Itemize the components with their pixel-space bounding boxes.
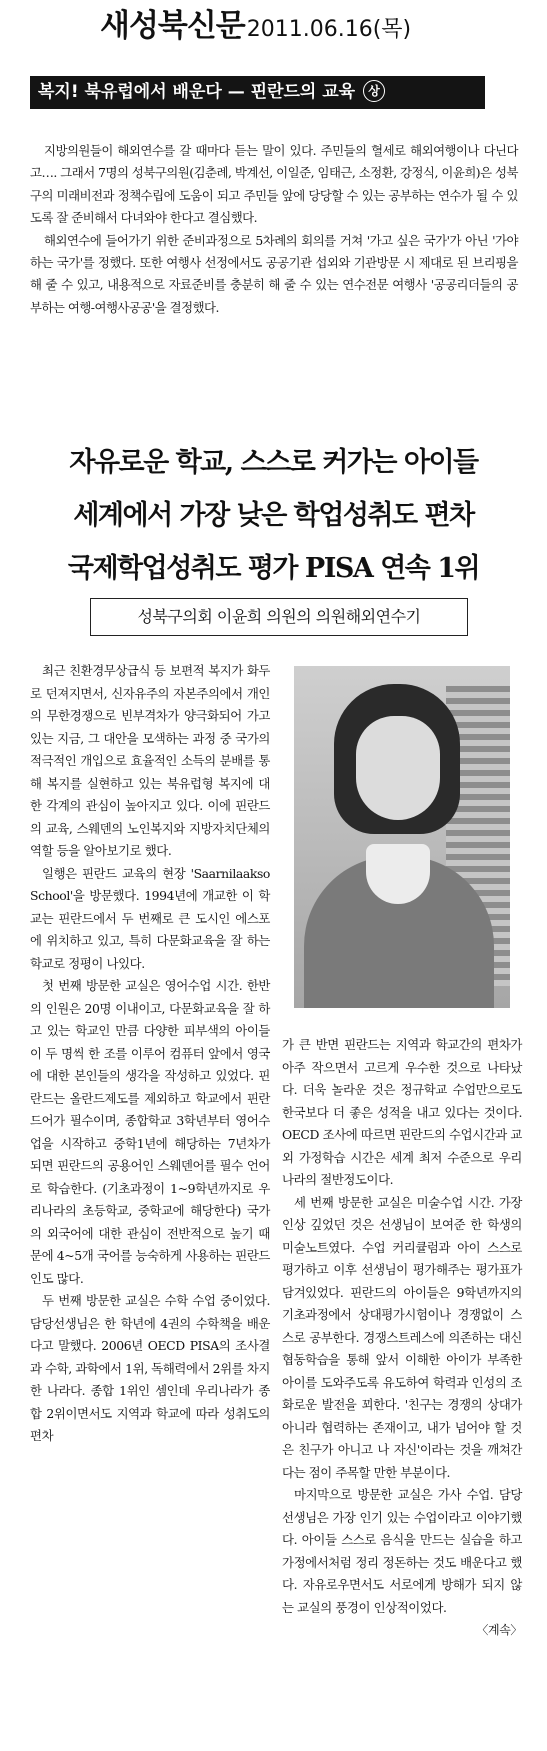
body-column-left [30, 660, 270, 1448]
body-paragraph: 세 번째 방문한 교실은 미술수업 시간. 가장 인상 깊었던 것은 선생님이 보여준 한 학생의 미술노트였다. 수업 커리큘럼과 아이 스스로 평가하고 이후 선생님이 평가해주는 평가표가 담겨있었다. 핀란드의 아이들은 9학년까지의 기초과정에서 상대평가시험이나 경쟁없이 스스로 공부한다. 경쟁스트레스에 의존하는 대신 협동학습을 통해 앞서 이해한 아이가 부족한 아이를 도와주도록 유도하여 학력과 인성의 조화로운 발전을 꾀한다. '친구는 경쟁의 상대가 아니라 협력하는 존재이고, 내가 넘어야 할 것은 친구가 아니고 나 자신'이라는 것을 깨쳐간다는 점이 주목할 만한 부분이다. [282, 1194, 522, 1480]
body-paragraph: 첫 번째 방문한 교실은 영어수업 시간. 한반의 인원은 20명 이내이고, 다문화교육을 잘 하고 있는 학교인 만큼 다양한 피부색의 아이들이 두 명씩 한 조를 이루어 컴퓨터 앞에서 영국에 대한 본인들의 생각을 작성하고 있었다. 핀란드는 올란드제도를 제외하고 학교에서 핀란드어가 필수이며, 종합학교 3학년부터 영어수업을 시작하고 중학1년에 해당하는 7년차가 되면 핀란드의 공용어인 스웨덴어를 필수 언어로 학습한다. (기초과정이 1~9학년까지로 우리나라의 초등학교, 중학교에 해당한다) 국가의 외국어에 대한 관심이 전반적으로 높기 때문에 4~5개 국어를 능숙하게 사용하는 핀란드인도 많다. [30, 978, 270, 1286]
headline-line-2: 세계에서 가장 낮은 학업성취도 편차 [73, 500, 474, 531]
byline: 성북구의회 이윤희 의원의 의원해외연수기 [137, 607, 421, 626]
series-part-badge: 상 [363, 80, 385, 102]
masthead [100, 0, 450, 44]
byline-box [90, 598, 468, 636]
body-paragraph: 일행은 핀란드 교육의 현장 'Saarnilaakso School'을 방문했다. 1994년에 개교한 이 학교는 핀란드에서 두 번째로 큰 도시인 에스포에 위치하고 있고, 특히 다문화교육을 잘 하는 학교로 정평이 나있다. [30, 865, 270, 971]
headline-line-3: 국제학업성취도 평가 PISA 연속 1위 [67, 553, 480, 584]
body-paragraph: 두 번째 방문한 교실은 수학 수업 중이었다. 담당선생님은 한 학년에 4권의 수학책을 배운다고 말했다. 2006년 OECD PISA의 조사결과 수학, 과학에서 1위, 독해력에서 2위를 차지한 나라다. 종합 1위인 셈인데 우리나라가 종합 2위이면서도 지역과 학교에 따라 성취도의 편차 [30, 1293, 270, 1443]
body-paragraph: 마지막으로 방문한 교실은 가사 수업. 담당선생님은 가장 인기 있는 수업이라고 이야기했다. 아이들 스스로 음식을 만드는 실습을 하고 가정에서처럼 정리 정돈하는 것도 배운다고 했다. 자유로우면서도 서로에게 방해가 되지 않는 교실의 풍경이 인상적이었다. [282, 1487, 522, 1615]
body-paragraph: 최근 친환경무상급식 등 보편적 복지가 화두로 던져지면서, 신자유주의 자본주의에서 개인의 무한경쟁으로 빈부격차가 양극화되어 가고 있는 지금, 그 대안을 모색하는 과정 중 국가의 적극적인 개입으로 효율적인 소득의 분배를 통해 복지를 실현하고 있는 북유럽형 복지에 대한 각계의 관심이 높아지고 있다. 이에 핀란드의 교육, 스웨덴의 노인복지와 지방자치단체의 역할 등을 알아보기로 했다. [30, 663, 270, 858]
continued-mark: 〈계속〉 [476, 1623, 522, 1637]
publication-date: 2011.06.16(목) [246, 17, 412, 42]
intro-paragraph: 해외연수에 들어가기 위한 준비과정으로 5차례의 회의를 거쳐 '가고 싶은 국가'가 아닌 '가야하는 국가'를 정했다. 또한 여행사 선정에서도 공공기관 섭외와 기관방문 시 제대로 된 브리핑을 해 줄 수 있고, 내용적으로 자료준비를 충분히 해 줄 수 있는 연수전문 여행사 '공공리더들의 공부하는 여행-여행사공공'을 결정했다. [30, 232, 518, 315]
intro-paragraph: 지방의원들이 해외연수를 갈 때마다 듣는 말이 있다. 주민들의 혈세로 해외여행이나 다닌다고…. 그래서 7명의 성북구의원(김춘례, 박계선, 이일준, 임태근, 소정환, 강정식, 이윤희)은 성북구의 미래비전과 정책수립에 도움이 되고 주민들 앞에 당당할 수 있는 공부하는 연수가 될 수 있도록 잘 준비해서 다녀와야 한다고 결심했다. [30, 143, 518, 226]
intro-section [30, 140, 518, 319]
newspaper-name: 새성북신문 [100, 8, 245, 44]
portrait-face [356, 716, 440, 820]
series-title-bar [30, 76, 485, 109]
continued-line [282, 1619, 522, 1642]
headline [0, 436, 547, 595]
body-column-right [282, 1034, 522, 1642]
series-title: 복지! 북유럽에서 배운다 — 핀란드의 교육 [38, 82, 356, 102]
author-portrait-photo [294, 666, 510, 1008]
body-paragraph: 가 큰 반면 핀란드는 지역과 학교간의 편차가 아주 작으면서 고르게 우수한 것으로 나타났다. 더욱 놀라운 것은 정규학교 수업만으로도 한국보다 더 좋은 성적을 내고 있다는 것이다. OECD 조사에 따르면 핀란드의 수업시간과 교외 가정학습 시간은 세계 최저 수준으로 우리나라의 절반정도이다. [282, 1037, 522, 1187]
headline-line-1: 자유로운 학교, 스스로 커가는 아이들 [69, 447, 478, 478]
